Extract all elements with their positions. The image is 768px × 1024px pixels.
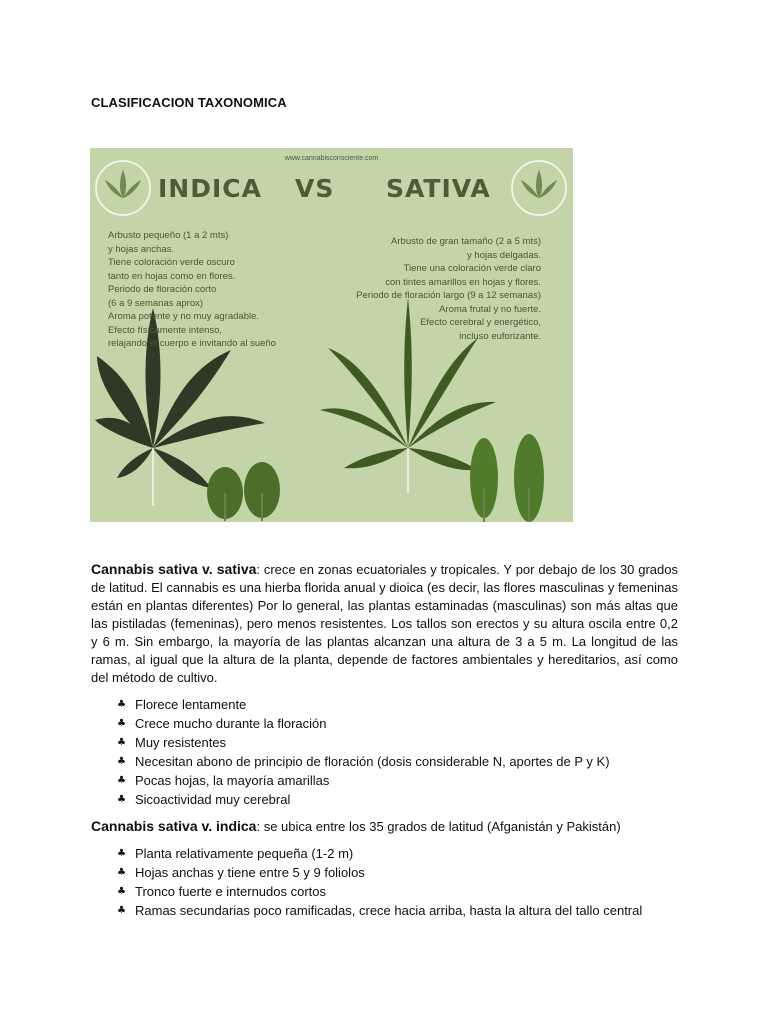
sativa-line: y hojas delgadas. — [467, 249, 541, 261]
list-item: ♣ Planta relativamente pequeña (1-2 m) — [117, 846, 354, 861]
indica-line: y hojas anchas. — [108, 243, 175, 255]
list-item: ♣ Ramas secundarias poco ramificadas, crece hacia arriba, hasta la altura del tallo central — [117, 903, 643, 918]
indica-line: Arbusto pequeño (1 a 2 mts) — [108, 230, 229, 241]
vs-heading: VS — [295, 174, 335, 203]
page-title: CLASIFICACION TAXONOMICA — [91, 95, 287, 110]
list-item: ♣ Pocas hojas, la mayoría amarillas — [117, 773, 330, 788]
sativa-paragraph — [91, 560, 678, 687]
sativa-text: : crece en zonas ecuatoriales y tropicales. Y por debajo de los 30 grados de latitud. El cannabis es una hierba florida anual y dioica (es decir, las flores masculinas y femeninas están en plantas diferentes) Por lo general, las plantas estaminadas (masculinas) son más altas que las pistiladas (femeninas), pero menos resistentes. Los tallos son erectos y su altura oscila entre 0,2 y 6 m. Sin embargo, la mayoría de las plantas alcanzan una altura de 3 a 5 m. La longitud de las ramas, al igual que la altura de la planta, depende de factores ambientales y hereditarios, así como del método de cultivo. — [91, 562, 678, 685]
club-bullet-icon: ♣ — [117, 775, 126, 786]
indica-term: Cannabis sativa v. indica — [91, 818, 257, 834]
indica-description — [108, 229, 276, 351]
indica-plants-icon — [207, 462, 280, 521]
sativa-line: Arbusto de gran tamaño (2 a 5 mts) — [391, 236, 541, 247]
indica-bullet-list — [91, 844, 678, 920]
club-bullet-icon: ♣ — [117, 794, 126, 805]
indica-line: tanto en hojas como en flores. — [108, 270, 236, 282]
club-bullet-icon: ♣ — [117, 756, 126, 767]
indica-line: Aroma potente y no muy agradable. — [108, 311, 260, 322]
sativa-line: Periodo de floración largo (9 a 12 semanas) — [356, 290, 541, 301]
club-bullet-icon: ♣ — [117, 718, 126, 729]
list-item: ♣ Florece lentamente — [117, 697, 247, 712]
indica-heading: INDICA — [158, 174, 262, 203]
document-body — [91, 560, 678, 928]
sativa-bullet-list — [91, 695, 678, 809]
sativa-description — [356, 235, 541, 343]
indica-text: : se ubica entre los 35 grados de latitud (Afganistán y Pakistán) — [256, 819, 621, 834]
list-item: ♣ Sicoactividad muy cerebral — [117, 792, 291, 807]
indica-line: Efecto físicamente intenso, — [108, 324, 223, 336]
club-bullet-icon: ♣ — [117, 737, 126, 748]
list-item: ♣ Necesitan abono de principio de floración (dosis considerable N, aportes de P y K) — [117, 754, 610, 769]
indica-vs-sativa-infographic — [90, 148, 573, 522]
list-item: ♣ Tronco fuerte e internudos cortos — [117, 884, 327, 899]
club-bullet-icon: ♣ — [117, 699, 126, 710]
indica-line: relajando el cuerpo e invitando al sueño — [108, 338, 276, 349]
sativa-line: Aroma frutal y no fuerte. — [439, 303, 541, 315]
sativa-plants-icon — [470, 434, 544, 522]
sativa-heading: SATIVA — [386, 174, 491, 203]
club-bullet-icon: ♣ — [117, 848, 126, 859]
club-bullet-icon: ♣ — [117, 905, 126, 916]
sativa-line: Efecto cerebral y energético, — [420, 317, 541, 328]
club-bullet-icon: ♣ — [117, 886, 126, 897]
indica-line: Periodo de floración corto — [108, 284, 217, 295]
list-item: ♣ Muy resistentes — [117, 735, 227, 750]
indica-line: (6 a 9 semanas aprox) — [108, 297, 204, 309]
sativa-term: Cannabis sativa v. sativa — [91, 561, 257, 577]
indica-paragraph — [91, 817, 678, 836]
sativa-line: incluso euforizante. — [459, 330, 541, 342]
indica-line: Tiene coloración verde oscuro — [108, 257, 235, 268]
list-item: ♣ Hojas anchas y tiene entre 5 y 9 foliolos — [117, 865, 365, 880]
list-item: ♣ Crece mucho durante la floración — [117, 716, 327, 731]
sativa-line: Tiene una coloración verde claro — [403, 263, 541, 274]
left-emblem-icon — [96, 161, 150, 215]
club-bullet-icon: ♣ — [117, 867, 126, 878]
infographic-url: www.cannabisconsciente.com — [284, 155, 379, 162]
sativa-line: con tintes amarillos en hojas y flores. — [385, 276, 541, 288]
right-emblem-icon — [512, 161, 566, 215]
